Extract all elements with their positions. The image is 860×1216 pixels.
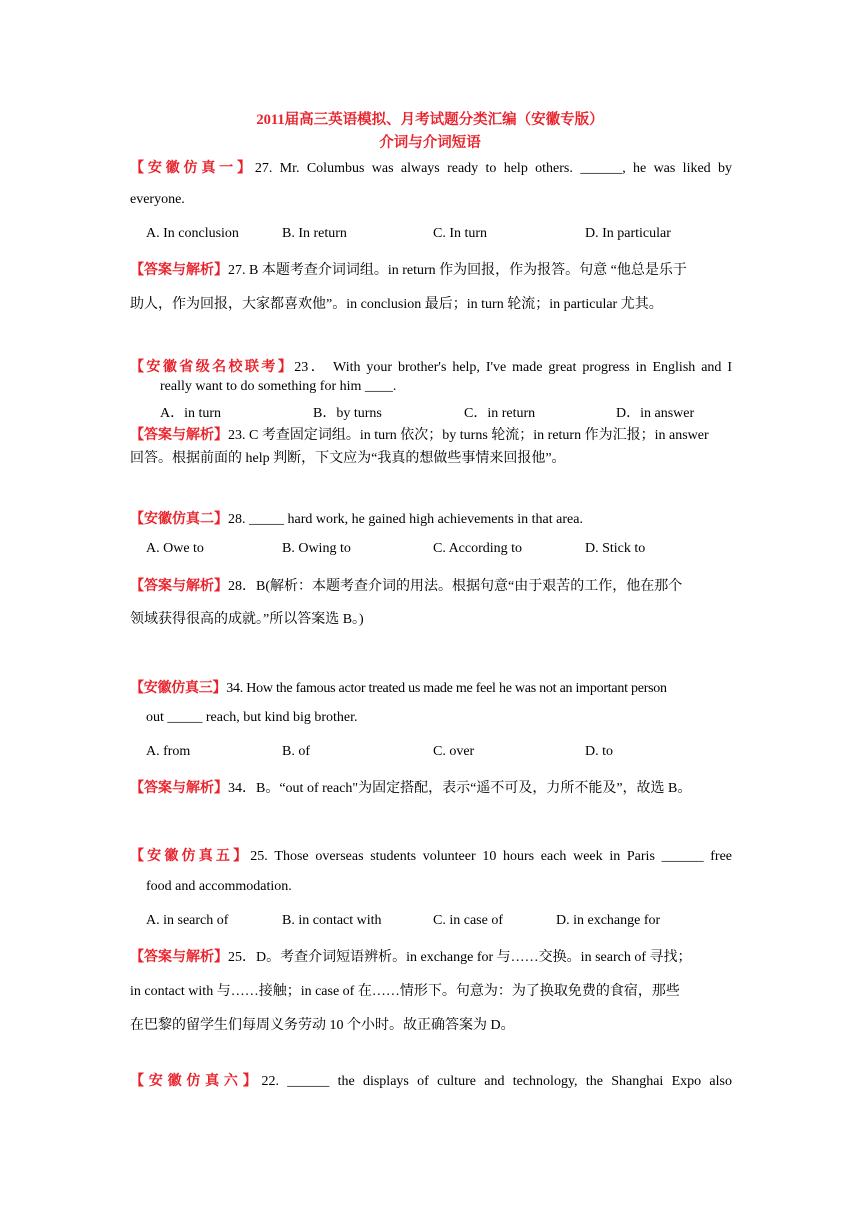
option-c: C. According to bbox=[433, 541, 523, 556]
option-b: B．by turns bbox=[313, 406, 382, 421]
document-title: 2011届高三英语模拟、月考试题分类汇编（安徽专版） bbox=[256, 112, 604, 128]
answer-1-line-1 bbox=[130, 259, 687, 279]
option-c: C. In turn bbox=[433, 226, 488, 241]
answer-tag: 【答案与解析】 bbox=[130, 579, 228, 594]
answer-text: 28．B(解析：本题考查介词的用法。根据句意“由于艰苦的工作，他在那个 bbox=[228, 579, 683, 594]
option-c: C. over bbox=[433, 744, 475, 759]
option-a: A．in turn bbox=[160, 406, 222, 421]
answer-text: 23. C 考查固定词组。in turn 依次；by turns 轮流；in return 作为汇报；in answer bbox=[228, 428, 709, 443]
answer-4-line-1 bbox=[130, 777, 691, 797]
answer-1-line-2: 助人，作为回报，大家都喜欢他”。in conclusion 最后；in turn 轮流；in particular 尤其。 bbox=[130, 297, 663, 312]
option-d: D. to bbox=[585, 744, 613, 759]
option-b: B. Owing to bbox=[282, 541, 351, 556]
option-a: A. Owe to bbox=[146, 541, 204, 556]
answer-3-line-1 bbox=[130, 575, 682, 595]
option-d: D．in answer bbox=[616, 406, 695, 421]
option-a: A. in search of bbox=[146, 913, 229, 928]
question-2-line-2: really want to do something for him ____. bbox=[160, 379, 397, 394]
option-c: C．in return bbox=[464, 406, 536, 421]
answer-tag: 【答案与解析】 bbox=[130, 950, 228, 965]
answer-2-line-1 bbox=[130, 424, 709, 444]
source-tag: 【安徽仿真五】 bbox=[130, 849, 251, 864]
document-subtitle: 介词与介词短语 bbox=[379, 135, 481, 151]
answer-tag: 【答案与解析】 bbox=[130, 781, 228, 796]
question-text: 25. Those overseas students volunteer 10 hours each week in Paris ______ free bbox=[250, 849, 732, 864]
answer-tag: 【答案与解析】 bbox=[130, 263, 228, 278]
answer-5-line-2: in contact with 与……接触；in case of 在……情形下。句意为：为了换取免费的食宿，那些 bbox=[130, 984, 680, 999]
question-4-line-1 bbox=[130, 677, 667, 697]
answer-2-line-2: 回答。根据前面的 help 判断，下文应为“我真的想做些事情来回报他”。 bbox=[130, 451, 566, 466]
question-1-line-2: everyone. bbox=[130, 192, 185, 207]
answer-text: 27. B 本题考查介词词组。in return 作为回报，作为报答。句意 “他总是乐于 bbox=[228, 263, 687, 278]
answer-5-line-3: 在巴黎的留学生们每周义务劳动 10 个小时。故正确答案为 D。 bbox=[130, 1018, 515, 1033]
question-text: 28. _____ hard work, he gained high achievements in that area. bbox=[228, 512, 583, 527]
option-a: A. In conclusion bbox=[146, 226, 239, 241]
option-c: C. in case of bbox=[433, 913, 503, 928]
source-tag: 【安徽省级名校联考】 bbox=[130, 360, 295, 375]
question-text: 34. How the famous actor treated us made me feel he was not an important person bbox=[226, 681, 667, 696]
source-tag: 【安徽仿真三】 bbox=[130, 681, 227, 696]
source-tag: 【安徽仿真一】 bbox=[130, 161, 255, 176]
option-d: D. in exchange for bbox=[556, 913, 661, 928]
question-text: 27. Mr. Columbus was always ready to help others. ______, he was liked by bbox=[254, 161, 733, 176]
answer-3-line-2: 领域获得很高的成就。”所以答案选 B。) bbox=[130, 612, 364, 627]
answer-tag: 【答案与解析】 bbox=[130, 428, 228, 443]
question-3-line-1 bbox=[130, 508, 583, 528]
question-4-line-2: out _____ reach, but kind big brother. bbox=[146, 710, 358, 725]
option-b: B. In return bbox=[282, 226, 347, 241]
answer-text: 25．D。考查介词短语辨析。in exchange for 与……交换。in search of 寻找； bbox=[228, 950, 692, 965]
question-6-line-1 bbox=[130, 1070, 732, 1090]
option-b: B. of bbox=[282, 744, 310, 759]
question-text: 23． With your brother's help, I've made great progress in English and I bbox=[294, 360, 732, 375]
option-b: B. in contact with bbox=[282, 913, 382, 928]
option-d: D. In particular bbox=[585, 226, 671, 241]
answer-5-line-1 bbox=[130, 946, 691, 966]
option-d: D. Stick to bbox=[585, 541, 646, 556]
question-5-line-1 bbox=[130, 845, 732, 865]
source-tag: 【安徽仿真二】 bbox=[130, 512, 228, 527]
question-text: 22. ______ the displays of culture and technology, the Shanghai Expo also bbox=[261, 1074, 732, 1089]
question-2-line-1 bbox=[130, 356, 732, 376]
option-a: A. from bbox=[146, 744, 191, 759]
question-5-line-2: food and accommodation. bbox=[146, 879, 292, 894]
question-1-line-1 bbox=[130, 157, 732, 177]
answer-text: 34．B。“out of reach"为固定搭配，表示“遥不可及，力所不能及”，故选 B。 bbox=[228, 781, 692, 796]
source-tag: 【安徽仿真六】 bbox=[130, 1074, 262, 1089]
